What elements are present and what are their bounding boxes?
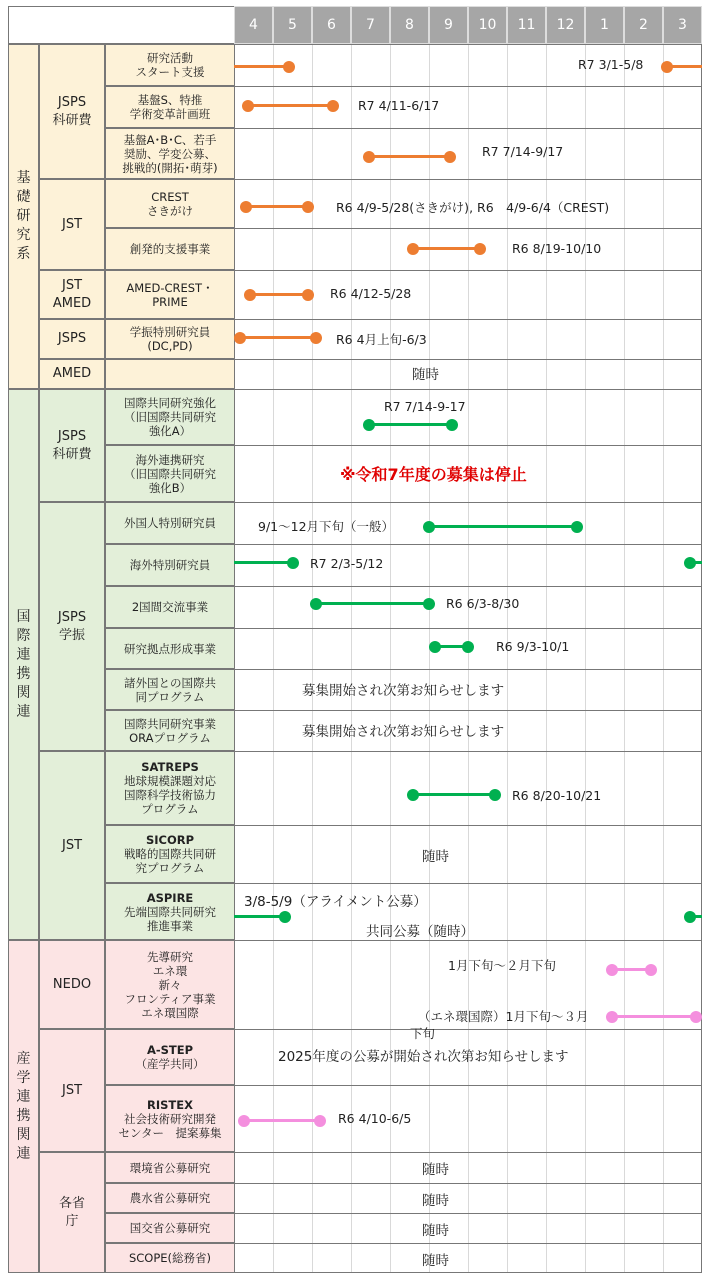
schedule-bar <box>369 155 451 158</box>
schedule-bar-endpoint <box>363 151 375 163</box>
note-agri-ministry: 随時 <box>422 1193 449 1209</box>
program-intl-joint: 諸外国との国際共 同プログラム <box>105 669 235 710</box>
program-a-step: A-STEP （産学共同） <box>105 1029 235 1085</box>
schedule-bar-endpoint <box>645 964 657 976</box>
note-amed: 随時 <box>412 367 439 383</box>
program-start-support: 研究活動 スタート支援 <box>105 44 235 86</box>
note-scope: 随時 <box>422 1253 449 1269</box>
schedule-bar-endpoint <box>690 1011 702 1023</box>
note-kaigai-stopped: ※令和7年度の募集は停止 <box>340 465 527 484</box>
schedule-bar-endpoint <box>423 521 435 533</box>
program-overseas-researcher: 海外特別研究員 <box>105 544 235 586</box>
program-sicorp: SICORP 戦略的国際共同研 究プログラム <box>105 825 235 883</box>
note-intl-joint: 募集開始され次第お知らせします <box>302 683 505 699</box>
program-amed-crest: AMED-CREST・ PRIME <box>105 270 235 319</box>
schedule-bar <box>612 1015 696 1018</box>
schedule-bar-endpoint <box>242 100 254 112</box>
schedule-bar <box>369 423 453 426</box>
schedule-bar-endpoint <box>327 100 339 112</box>
program-scope: SCOPE(総務省) <box>105 1243 235 1273</box>
program-ristex: RISTEX 社会技術研究開発 センター 提案募集 <box>105 1085 235 1152</box>
program-tokubetsu: 学振特別研究員 (DC,PD) <box>105 319 235 359</box>
program-ora: 国際共同研究事業 ORAプログラム <box>105 710 235 751</box>
program-kokusai-kyoka: 国際共同研究強化 （旧国際共同研究 強化A） <box>105 389 235 445</box>
month-header-3: 3 <box>663 6 702 44</box>
schedule-bar-endpoint <box>407 243 419 255</box>
header-corner <box>8 6 235 44</box>
schedule-bar-endpoint <box>407 789 419 801</box>
note-mlit: 随時 <box>422 1223 449 1239</box>
note-nedo-intl: （エネ環国際）1月下旬～３月 <box>418 1009 589 1024</box>
schedule-bar <box>234 561 293 564</box>
month-header-1: 1 <box>585 6 624 44</box>
schedule-bar-endpoint <box>310 598 322 610</box>
program-agri-ministry: 農水省公募研究 <box>105 1183 235 1213</box>
note-ristex: R6 4/10-6/5 <box>338 1111 412 1126</box>
program-foreign-researcher: 外国人特別研究員 <box>105 502 235 544</box>
schedule-bar-endpoint <box>279 911 291 923</box>
org-ministries: 各省 庁 <box>39 1152 105 1273</box>
schedule-bar-endpoint <box>444 151 456 163</box>
month-header-9: 9 <box>429 6 468 44</box>
schedule-bar-endpoint <box>423 598 435 610</box>
month-header-12: 12 <box>546 6 585 44</box>
month-header-6: 6 <box>312 6 351 44</box>
note-kokusai-kyoka: R7 7/14-9-17 <box>384 399 466 414</box>
note-aspire-joint: 共同公募（随時） <box>366 924 474 940</box>
schedule-bar <box>248 104 334 107</box>
schedule-bar <box>234 65 289 68</box>
program-amed-blank <box>105 359 235 389</box>
schedule-bar-endpoint <box>363 419 375 431</box>
note-start-support: R7 3/1-5/8 <box>578 57 644 72</box>
schedule-bar <box>244 1119 320 1122</box>
program-bilateral: 2国間交流事業 <box>105 586 235 628</box>
note-crest: R6 4/9-5/28(さきがけ), R6 4/9-6/4（CREST) <box>336 200 610 215</box>
note-foreign-researcher: 9/1～12月下旬（一般） <box>258 519 395 534</box>
schedule-bar <box>246 205 308 208</box>
org-jsps-1: JSPS <box>39 319 105 359</box>
schedule-bar-endpoint <box>474 243 486 255</box>
schedule-bar <box>234 915 285 918</box>
schedule-bar-endpoint <box>302 201 314 213</box>
note-ora: 募集開始され次第お知らせします <box>302 724 505 740</box>
note-env-ministry: 随時 <box>422 1162 449 1178</box>
org-jsps-kaken-2: JSPS 科研費 <box>39 389 105 502</box>
program-kiban-s: 基盤S、特推 学術変革計画班 <box>105 86 235 128</box>
category-basic: 基礎研究系 <box>8 44 39 389</box>
note-bilateral: R6 6/3-8/30 <box>446 596 520 611</box>
month-header-5: 5 <box>273 6 312 44</box>
program-satreps: SATREPS 地球規模課題対応 国際科学技術協力 プログラム <box>105 751 235 825</box>
program-core-to-core: 研究拠点形成事業 <box>105 628 235 669</box>
month-header-7: 7 <box>351 6 390 44</box>
schedule-bar-endpoint <box>314 1115 326 1127</box>
org-jsps-kaken-1: JSPS 科研費 <box>39 44 105 179</box>
program-env-ministry: 環境省公募研究 <box>105 1152 235 1183</box>
schedule-bar-endpoint <box>429 641 441 653</box>
program-aspire: ASPIRE 先端国際共同研究 推進事業 <box>105 883 235 940</box>
schedule-bar-endpoint <box>571 521 583 533</box>
schedule-bar-endpoint <box>684 911 696 923</box>
program-mlit: 国交省公募研究 <box>105 1213 235 1243</box>
schedule-bar-endpoint <box>283 61 295 73</box>
note-sicorp: 随時 <box>422 849 449 865</box>
schedule-bar <box>413 793 495 796</box>
schedule-bar <box>240 336 316 339</box>
month-header-2: 2 <box>624 6 663 44</box>
note-a-step: 2025年度の公募が開始され次第お知らせします <box>278 1049 569 1065</box>
note-tokubetsu: R6 4月上旬-6/3 <box>336 332 427 347</box>
schedule-bar <box>250 293 309 296</box>
schedule-bar-endpoint <box>234 332 246 344</box>
note-core-to-core: R6 9/3-10/1 <box>496 639 570 654</box>
note-nedo-main: 1月下旬～２月下旬 <box>448 958 556 973</box>
schedule-bar-endpoint <box>446 419 458 431</box>
schedule-bar <box>429 525 577 528</box>
schedule-bar-endpoint <box>684 557 696 569</box>
schedule-bar-endpoint <box>287 557 299 569</box>
org-nedo: NEDO <box>39 940 105 1029</box>
category-intl: 国際連携関連 <box>8 389 39 940</box>
program-soubatsu: 創発的支援事業 <box>105 228 235 270</box>
schedule-bar-endpoint <box>606 1011 618 1023</box>
schedule-bar-endpoint <box>302 289 314 301</box>
org-amed-1: AMED <box>39 359 105 389</box>
schedule-bar-endpoint <box>489 789 501 801</box>
note-overseas-researcher: R7 2/3-5/12 <box>310 556 384 571</box>
schedule-bar-endpoint <box>240 201 252 213</box>
org-jst-amed: JST AMED <box>39 270 105 319</box>
org-jst-2: JST <box>39 751 105 940</box>
month-header-10: 10 <box>468 6 507 44</box>
schedule-bar <box>316 602 429 605</box>
note-soubatsu: R6 8/19-10/10 <box>512 241 602 256</box>
schedule-bar-endpoint <box>310 332 322 344</box>
note-nedo-intl-2: 下旬 <box>410 1026 436 1041</box>
schedule-bar-endpoint <box>606 964 618 976</box>
schedule-bar-endpoint <box>238 1115 250 1127</box>
note-amed-crest: R6 4/12-5/28 <box>330 286 412 301</box>
note-satreps: R6 8/20-10/21 <box>512 788 602 803</box>
program-nedo: 先導研究 エネ環 新々 フロンティア事業 エネ環国際 <box>105 940 235 1029</box>
schedule-bar-endpoint <box>244 289 256 301</box>
schedule-bar-endpoint <box>661 61 673 73</box>
month-header-11: 11 <box>507 6 546 44</box>
schedule-bar-endpoint <box>462 641 474 653</box>
program-kaigai-renkei: 海外連携研究 （旧国際共同研究 強化B） <box>105 445 235 502</box>
program-crest: CREST さきがけ <box>105 179 235 228</box>
month-header-4: 4 <box>234 6 273 44</box>
org-jst-3: JST <box>39 1029 105 1152</box>
note-kiban-s: R7 4/11-6/17 <box>358 98 440 113</box>
month-header-8: 8 <box>390 6 429 44</box>
org-jst-1: JST <box>39 179 105 270</box>
note-aspire-alignment: 3/8-5/9（アライメント公募） <box>244 894 427 910</box>
category-industry: 産学連携関連 <box>8 940 39 1273</box>
note-kiban-abc: R7 7/14-9/17 <box>482 144 564 159</box>
program-kiban-abc: 基盤A･B･C、若手 奨励、学変公募、 挑戦的(開拓･萌芽) <box>105 128 235 179</box>
org-jsps-gakushin: JSPS 学振 <box>39 502 105 751</box>
schedule-bar <box>413 247 479 250</box>
